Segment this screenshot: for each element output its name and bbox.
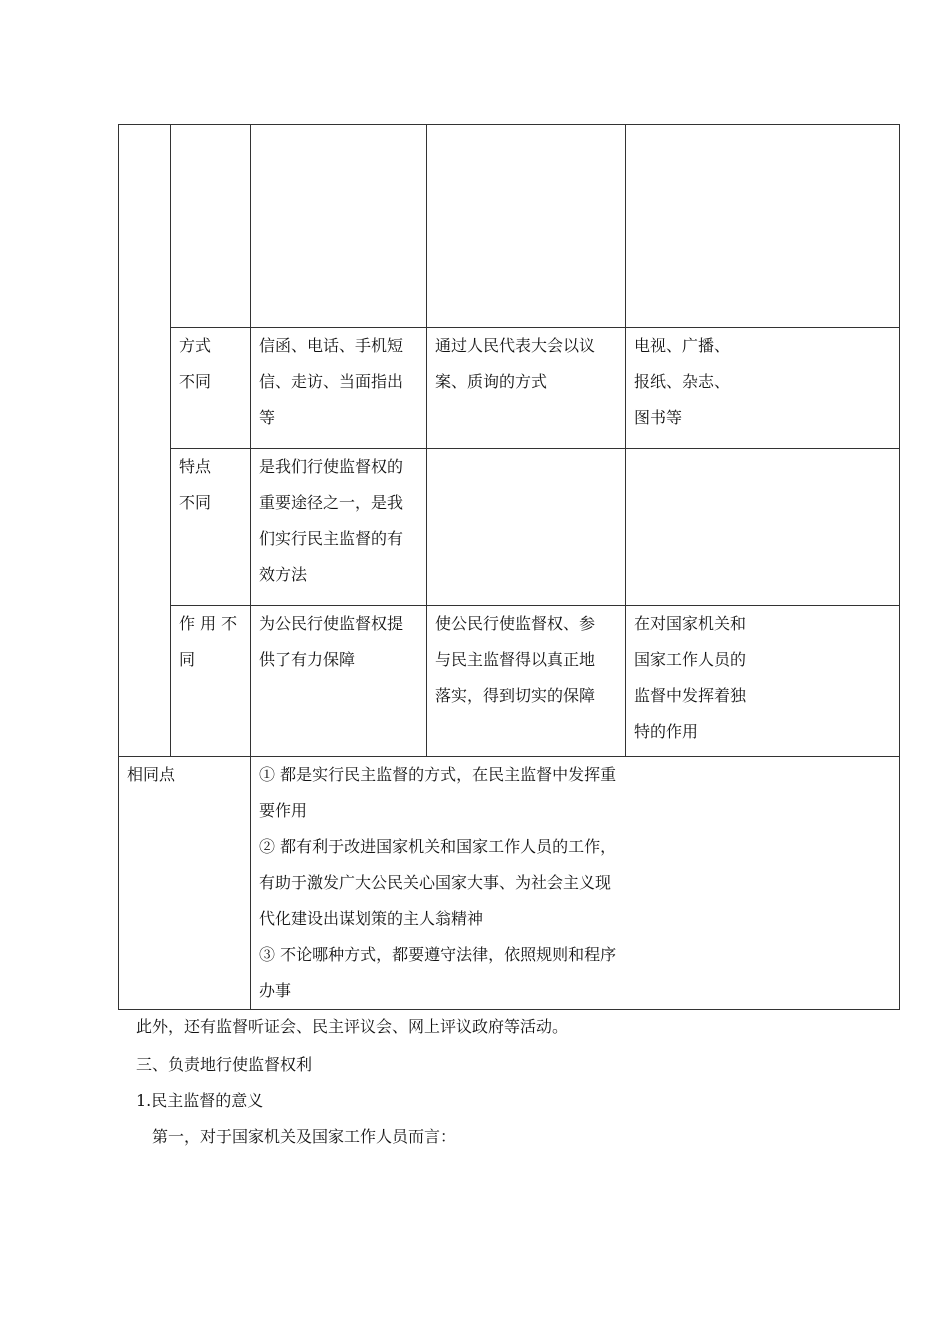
table-row-way — [119, 328, 900, 449]
empty-cell — [626, 449, 900, 606]
row-label-way: 方式 不同 — [171, 328, 251, 449]
role-congress: 使公民行使监督权、参 与民主监督得以真正地 落实，得到切实的保障 — [427, 606, 626, 757]
row-label-same: 相同点 — [119, 757, 251, 1010]
table-row-same — [119, 757, 900, 1010]
role-media: 在对国家机关和 国家工作人员的 监督中发挥着独 特的作用 — [626, 606, 900, 757]
table-row-feature — [119, 449, 900, 606]
feature-citizen: 是我们行使监督权的 重要途径之一，是我 们实行民主监督的有 效方法 — [251, 449, 427, 606]
table-row-role — [119, 606, 900, 757]
paragraph-extra-activities: 此外，还有监督听证会、民主评议会、网上评议政府等活动。 — [136, 1017, 569, 1036]
row-label-feature: 特点 不同 — [171, 449, 251, 606]
empty-cell — [251, 125, 427, 328]
subsection-heading: 1.民主监督的意义 — [136, 1091, 264, 1110]
way-citizen: 信函、电话、手机短 信、走访、当面指出 等 — [251, 328, 427, 449]
outer-left-cell — [119, 125, 171, 757]
empty-cell — [427, 449, 626, 606]
same-points: ① 都是实行民主监督的方式，在民主监督中发挥重 要作用 ② 都有利于改进国家机关和国家工作人员的工作， 有助于激发广大公民关心国家大事、为社会主义现 代化建设出谋划策的主人翁精神 ③ 不论哪种方式，都要遵守法律，依照规则和程序 办事 — [251, 757, 900, 1010]
table-row-top — [119, 125, 900, 328]
empty-cell — [626, 125, 900, 328]
paragraph-first-point: 第一，对于国家机关及国家工作人员而言： — [152, 1127, 457, 1146]
section-heading: 三、负责地行使监督权利 — [136, 1055, 313, 1074]
empty-cell — [171, 125, 251, 328]
way-congress: 通过人民代表大会以议 案、质询的方式 — [427, 328, 626, 449]
way-media: 电视、广播、 报纸、杂志、 图书等 — [626, 328, 900, 449]
row-label-role: 作 用 不 同 — [171, 606, 251, 757]
comparison-table — [118, 124, 900, 1010]
empty-cell — [427, 125, 626, 328]
role-citizen: 为公民行使监督权提 供了有力保障 — [251, 606, 427, 757]
